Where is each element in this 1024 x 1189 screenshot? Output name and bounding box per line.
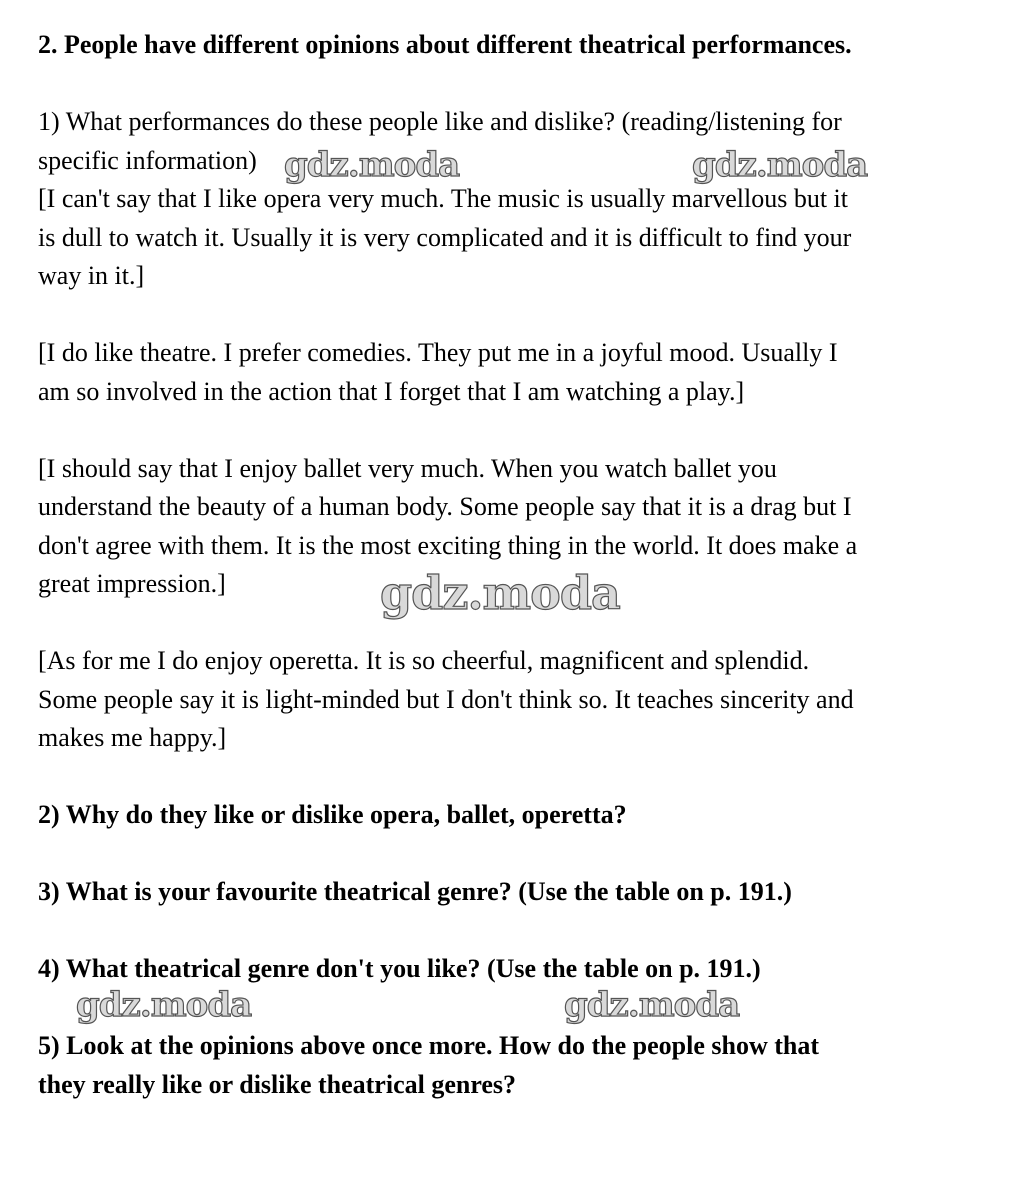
opinion-line: understand the beauty of a human body. Some people say that it is a drag but I	[38, 492, 852, 521]
opinion-line: is dull to watch it. Usually it is very complicated and it is difficult to find your	[38, 222, 852, 252]
spacer	[38, 65, 978, 104]
watermark-logo: gdz.moda	[284, 145, 460, 185]
opinion-operetta	[38, 642, 978, 758]
opinion-line: am so involved in the action that I forget that I am watching a play.]	[38, 376, 745, 406]
spacer	[38, 296, 978, 335]
document-page	[38, 26, 978, 1104]
spacer	[38, 912, 978, 951]
task-heading: 2. People have different opinions about different theatrical performances.	[38, 30, 852, 59]
spacer	[38, 835, 978, 874]
opinion-line: great impression.]	[38, 569, 226, 598]
watermark-logo: gdz.moda	[76, 985, 252, 1025]
question-5-line-2: they really like or dislike theatrical genres?	[38, 1069, 517, 1099]
opinion-line: [I do like theatre. I prefer comedies. They put me in a joyful mood. Usually I	[38, 338, 838, 367]
opinion-line: don't agree with them. It is the most exciting thing in the world. It does make a	[38, 530, 858, 560]
question-3: 3) What is your favourite theatrical genre? (Use the table on p. 191.)	[38, 877, 792, 906]
question-4: 4) What theatrical genre don't you like? (Use the table on p. 191.)	[38, 954, 761, 983]
spacer	[38, 758, 978, 797]
spacer	[38, 411, 978, 450]
opinion-opera	[38, 180, 978, 296]
opinion-line: [As for me I do enjoy operetta. It is so cheerful, magnificent and splendid.	[38, 646, 810, 675]
opinion-line: [I can't say that I like opera very much. The music is usually marvellous but it	[38, 184, 848, 213]
question-1-line-2: specific information)	[38, 145, 257, 175]
opinion-theatre	[38, 334, 978, 411]
question-1-line-1: 1) What performances do these people like and dislike? (reading/listening for	[38, 107, 842, 136]
question-2: 2) Why do they like or dislike opera, ballet, operetta?	[38, 800, 627, 829]
opinion-line: makes me happy.]	[38, 723, 227, 752]
watermark-logo: gdz.moda	[564, 985, 740, 1025]
opinion-line: [I should say that I enjoy ballet very much. When you watch ballet you	[38, 453, 777, 483]
question-5-line-1: 5) Look at the opinions above once more. How do the people show that	[38, 1031, 820, 1060]
watermark-logo: gdz.moda	[692, 145, 868, 185]
watermark-logo: gdz.moda	[380, 566, 620, 620]
opinion-line: way in it.]	[38, 261, 145, 290]
opinion-line: Some people say it is light-minded but I don't think so. It teaches sincerity and	[38, 684, 854, 714]
